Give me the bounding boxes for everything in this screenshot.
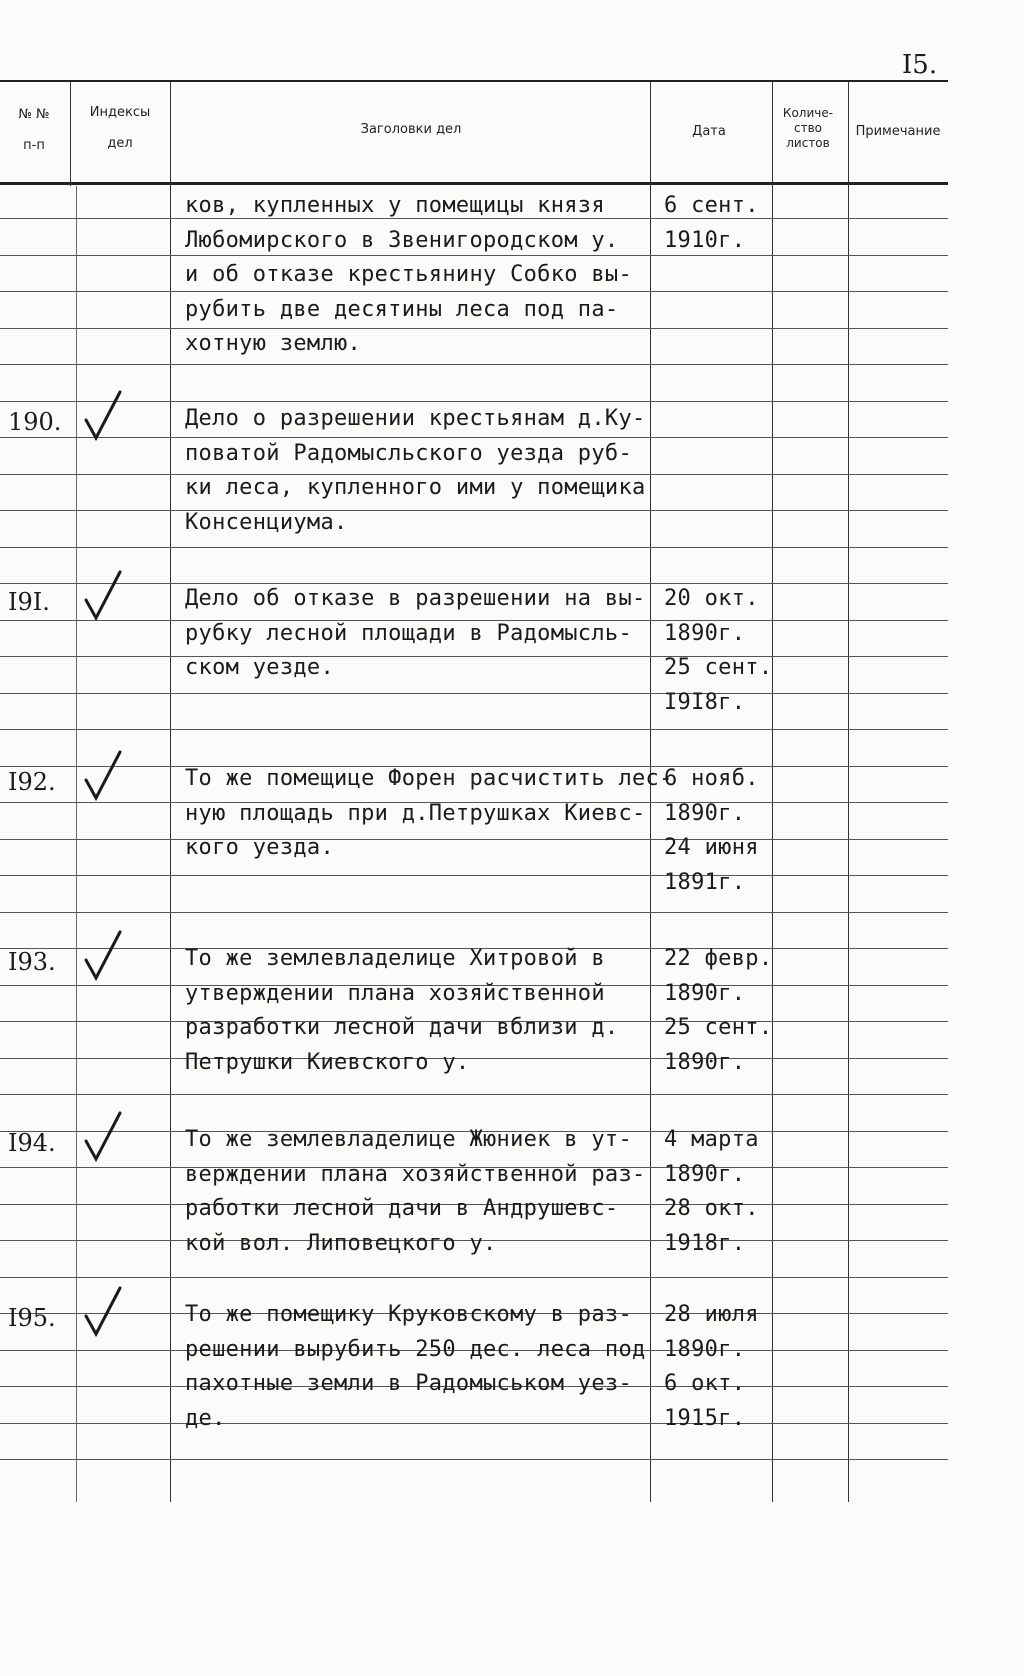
header-sheet-count: Количе- ство листов [782,106,834,150]
title-line: кого уезда. [185,835,334,860]
date-line: 6 нояб. [664,766,759,791]
header-date: Дата [692,124,726,139]
ruled-line [0,547,948,548]
date-line: 25 сент. [664,655,773,680]
title-line: ки леса, купленного ими у помещика [185,475,646,500]
title-line: поватой Радомысльского уезда руб- [185,441,632,466]
header-number: № № п-п [18,107,50,153]
ruled-line [0,693,948,694]
date-line: 1918г. [664,1231,746,1256]
ruled-line [0,364,948,365]
date-line: 24 июня [664,835,759,860]
date-line: 1890г. [664,801,746,826]
date-line: 28 окт. [664,1196,759,1221]
date-line: 28 июля [664,1302,759,1327]
title-line: хотную землю. [185,331,362,356]
date-line: 1890г. [664,1337,746,1362]
record-number: I93. [8,948,56,976]
date-line: 1890г. [664,621,746,646]
ruled-line [0,401,948,402]
date-line: 20 окт. [664,586,759,611]
title-line: То же помещику Круковскому в раз- [185,1302,632,1327]
col-divider [772,82,773,1502]
checkmark-icon [80,1109,126,1165]
ruled-line [0,839,948,840]
date-line: 1890г. [664,1050,746,1075]
ruled-line [0,1094,948,1095]
title-line: де. [185,1406,226,1431]
col-divider [170,82,171,1502]
col-divider [650,82,651,1502]
title-line: Дело о разрешении крестьянам д.Ку- [185,406,646,431]
header-top-line [0,80,948,82]
title-line: разработки лесной дачи вблизи д. [185,1015,619,1040]
ruled-line [0,875,948,876]
ruled-line [0,729,948,730]
date-line: 22 февр. [664,946,773,971]
title-line: и об отказе крестьянину Собко вы- [185,262,632,287]
title-line: Петрушки Киевского у. [185,1050,470,1075]
title-line: решении вырубить 250 дес. леса под [185,1337,646,1362]
header-index: Индексы дел [89,105,151,151]
record-number: I94. [8,1129,56,1157]
ruled-line [0,656,948,657]
date-line: 25 сент. [664,1015,773,1040]
header-title: Заголовки дел [360,122,462,137]
title-line: То же помещице Форен расчистить лес- [185,766,673,791]
title-line: рубку лесной площади в Радомысль- [185,621,632,646]
title-line: То же землевладелице Хитровой в [185,946,605,971]
checkmark-icon [80,928,126,984]
title-line: работки лесной дачи в Андрушевс- [185,1196,619,1221]
header-bottom-line [0,182,948,185]
col-divider [70,82,71,186]
title-line: ков, купленных у помещицы князя [185,193,605,218]
record-number: I92. [8,768,56,796]
record-number: I95. [8,1304,56,1332]
ruled-line [0,291,948,292]
date-line: I9I8г. [664,690,746,715]
ruled-line [0,255,948,256]
ruled-line [0,328,948,329]
checkmark-icon [80,1284,126,1340]
checkmark-icon [80,748,126,804]
checkmark-icon [80,388,126,444]
title-line: кой вол. Липовецкого у. [185,1231,497,1256]
col-divider [848,82,849,1502]
ruled-line [0,1459,948,1460]
ruled-line [0,1423,948,1424]
title-line: пахотные земли в Радомыськом уез- [185,1371,632,1396]
title-line: Консенциума. [185,510,348,535]
header-note: Примечание [855,124,941,139]
ruled-line [0,1277,948,1278]
ruled-line [0,437,948,438]
date-line: 1915г. [664,1406,746,1431]
title-line: Любомирского в Звенигородском у. [185,228,619,253]
date-line: 1910г. [664,228,746,253]
date-line: 6 сент. [664,193,759,218]
title-line: ную площадь при д.Петрушках Киевс- [185,801,646,826]
ruled-line [0,218,948,219]
record-number: I9I. [8,588,50,616]
ruled-line [0,912,948,913]
date-line: 1891г. [664,870,746,895]
title-line: Дело об отказе в разрешении на вы- [185,586,646,611]
ruled-line [0,583,948,584]
date-line: 6 окт. [664,1371,746,1396]
record-number: 190. [8,408,62,436]
title-line: верждении плана хозяйственной раз- [185,1162,646,1187]
title-line: утверждении плана хозяйственной [185,981,605,1006]
title-line: То же землевладелице Жюниек в ут- [185,1127,632,1152]
ruled-line [0,1058,948,1059]
date-line: 1890г. [664,1162,746,1187]
title-line: рубить две десятины леса под па- [185,297,619,322]
page-number: I5. [902,50,938,80]
col-divider [76,186,77,1502]
title-line: ском уезде. [185,655,334,680]
checkmark-icon [80,568,126,624]
ruled-line [0,510,948,511]
date-line: 1890г. [664,981,746,1006]
date-line: 4 марта [664,1127,759,1152]
